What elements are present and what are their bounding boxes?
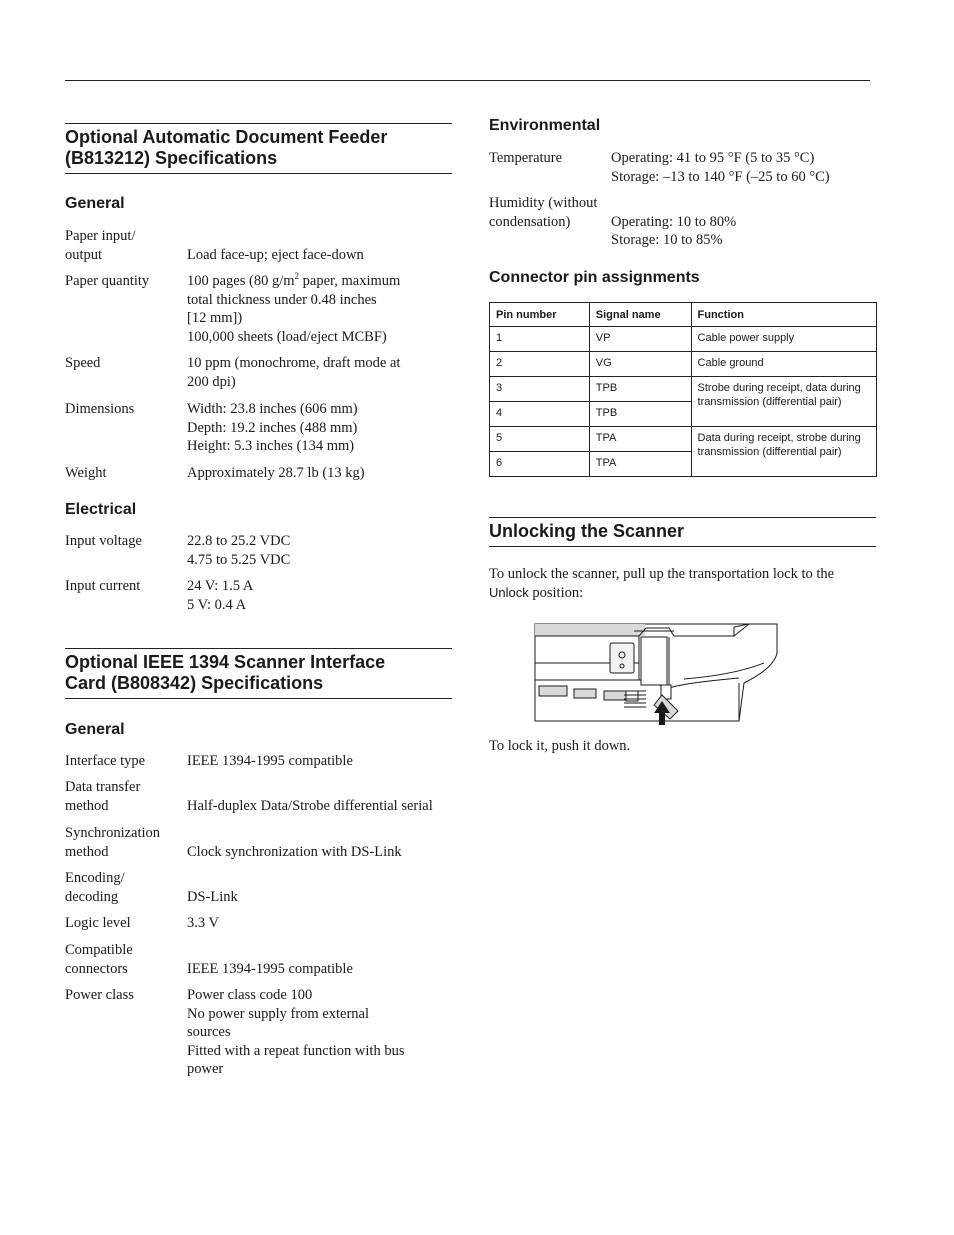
- environmental-heading: Environmental: [489, 117, 601, 134]
- spec-label: Input current: [65, 578, 141, 594]
- signal-cell: TPB: [589, 402, 691, 427]
- spec-value: Clock synchronization with DS-Link: [187, 843, 402, 860]
- signal-cell: VP: [589, 327, 691, 352]
- adf-section-title: [65, 123, 452, 174]
- spec-value: 24 V: 1.5 A: [187, 578, 254, 594]
- adf-title-line2: (B813212) Specifications: [65, 148, 278, 168]
- spec-value: Half-duplex Data/Strobe differential serial: [187, 797, 433, 814]
- spec-label: Data transfer: [65, 779, 141, 795]
- spec-value: Storage: –13 to 140 °F (–25 to 60 °C): [611, 168, 830, 185]
- spec-value: sources: [187, 1024, 231, 1040]
- spec-label: Interface type: [65, 753, 146, 769]
- table-row: [490, 377, 877, 402]
- spec-value: DS-Link: [187, 888, 238, 905]
- spec-row-input-current: [65, 577, 452, 614]
- spec-value: Operating: 41 to 95 °F (5 to 35 °C): [611, 150, 815, 166]
- signal-cell: VG: [589, 352, 691, 377]
- spec-label: Speed: [65, 355, 101, 371]
- pin-cell: 5: [490, 427, 590, 452]
- spec-value: 100 pages (80 $g/m^2$ paper, maximum: [187, 271, 401, 289]
- spec-label: Encoding/: [65, 870, 125, 886]
- ieee-title-line1: Optional IEEE 1394 Scanner Interface: [65, 652, 386, 672]
- unlock-text-line2: Unlock position:: [489, 584, 584, 601]
- top-rule: [65, 80, 870, 81]
- unlock-title: Unlocking the Scanner: [489, 517, 876, 547]
- col-header-pin: Pin number: [490, 303, 590, 327]
- spec-row-interface-type: [65, 752, 452, 771]
- spec-row-power-class: [65, 986, 452, 1079]
- spec-value: IEEE 1394-1995 compatible: [187, 960, 353, 977]
- col-header-function: Function: [691, 303, 876, 327]
- connector-heading: Connector pin assignments: [489, 269, 700, 286]
- spec-label: Power class: [65, 987, 134, 1003]
- adf-electrical-heading: Electrical: [65, 501, 137, 518]
- spec-value: Power class code 100: [187, 987, 313, 1003]
- pin-cell: 2: [490, 352, 590, 377]
- function-cell: Strobe during receipt, data during transmission (differential pair): [691, 377, 876, 427]
- env-row-temperature: [489, 149, 877, 186]
- spec-label: Synchronization: [65, 825, 161, 841]
- spec-value: 3.3 V: [187, 915, 219, 931]
- function-cell: Data during receipt, strobe during transmission (differential pair): [691, 427, 876, 477]
- spec-value: Height: 5.3 inches (134 mm): [187, 438, 355, 454]
- spec-row-synchronization: [65, 824, 452, 861]
- function-cell: Cable power supply: [691, 327, 876, 352]
- ieee-general-heading: General: [65, 721, 125, 738]
- spec-value: 200 dpi): [187, 373, 236, 390]
- unlock-paragraph: [489, 565, 877, 602]
- function-cell: Cable ground: [691, 352, 876, 377]
- spec-row-encoding: [65, 869, 452, 906]
- scanner-lock-illustration: [534, 623, 779, 725]
- spec-label: Paper quantity: [65, 273, 150, 289]
- spec-value: Storage: 10 to 85%: [611, 232, 723, 248]
- env-row-humidity: [489, 194, 877, 250]
- spec-value: Approximately 28.7 lb (13 kg): [187, 465, 365, 481]
- spec-label: Input voltage: [65, 533, 142, 549]
- pin-cell: 3: [490, 377, 590, 402]
- spec-row-dimensions: [65, 400, 452, 456]
- spec-value: 4.75 to 5.25 VDC: [187, 551, 291, 568]
- spec-label: decoding: [65, 888, 119, 905]
- unlock-section-title: [489, 517, 876, 547]
- spec-label: method: [65, 843, 109, 860]
- spec-value: 100,000 sheets (load/eject MCBF): [187, 328, 387, 345]
- spec-value: Load face-up; eject face-down: [187, 246, 364, 263]
- spec-row-data-transfer: [65, 778, 455, 815]
- unlock-keyword: Unlock: [489, 584, 529, 600]
- spec-label: condensation): [489, 213, 571, 230]
- spec-value: 10 ppm (monochrome, draft mode at: [187, 355, 401, 371]
- pin-cell: 6: [490, 452, 590, 477]
- signal-cell: TPA: [589, 427, 691, 452]
- spec-row-paper-quantity: [65, 272, 452, 346]
- scanner-illustration-icon: [534, 623, 779, 725]
- spec-value: 5 V: 0.4 A: [187, 596, 247, 613]
- spec-label: Paper input/: [65, 228, 136, 244]
- pin-cell: 1: [490, 327, 590, 352]
- table-row: [490, 427, 877, 452]
- spec-label: Humidity (without: [489, 195, 598, 211]
- spec-label: Dimensions: [65, 401, 135, 417]
- spec-label: connectors: [65, 960, 128, 977]
- ieee-section-title: [65, 648, 452, 699]
- spec-value: Fitted with a repeat function with bus: [187, 1042, 405, 1059]
- pin-table-wrap: [489, 302, 877, 477]
- spec-value: Width: 23.8 inches (606 mm): [187, 401, 358, 417]
- spec-value: power: [187, 1061, 224, 1077]
- spec-row-weight: [65, 464, 452, 483]
- spec-row-input-voltage: [65, 532, 452, 569]
- signal-cell: TPA: [589, 452, 691, 477]
- col-header-signal: Signal name: [589, 303, 691, 327]
- pin-cell: 4: [490, 402, 590, 427]
- spec-row-compatible-connectors: [65, 941, 452, 978]
- table-row: [490, 327, 877, 352]
- spec-label: Compatible: [65, 942, 133, 958]
- table-header-row: [490, 303, 877, 327]
- spec-label: Logic level: [65, 915, 131, 931]
- adf-general-heading: General: [65, 195, 125, 212]
- spec-value: Depth: 19.2 inches (488 mm): [187, 419, 358, 436]
- spec-value: IEEE 1394-1995 compatible: [187, 753, 353, 769]
- spec-row-logic-level: [65, 914, 452, 933]
- unlock-text: To unlock the scanner, pull up the transportation lock to the: [489, 566, 835, 582]
- pin-table: [489, 302, 877, 477]
- spec-label: Weight: [65, 465, 107, 481]
- spec-label: Temperature: [489, 150, 563, 166]
- spec-value: Operating: 10 to 80%: [611, 213, 737, 230]
- ieee-title-line2: Card (B808342) Specifications: [65, 673, 324, 693]
- signal-cell: TPB: [589, 377, 691, 402]
- spec-label: output: [65, 246, 103, 263]
- spec-row-speed: [65, 354, 452, 391]
- spec-value: [12 mm]): [187, 310, 243, 326]
- lock-paragraph: To lock it, push it down.: [489, 738, 631, 754]
- spec-value: 22.8 to 25.2 VDC: [187, 533, 291, 549]
- table-row: [490, 352, 877, 377]
- spec-row-paper-io: [65, 227, 452, 264]
- spec-value: No power supply from external: [187, 1005, 370, 1022]
- spec-label: method: [65, 797, 109, 814]
- spec-value: total thickness under 0.48 inches: [187, 291, 377, 308]
- adf-title-line1: Optional Automatic Document Feeder: [65, 127, 388, 147]
